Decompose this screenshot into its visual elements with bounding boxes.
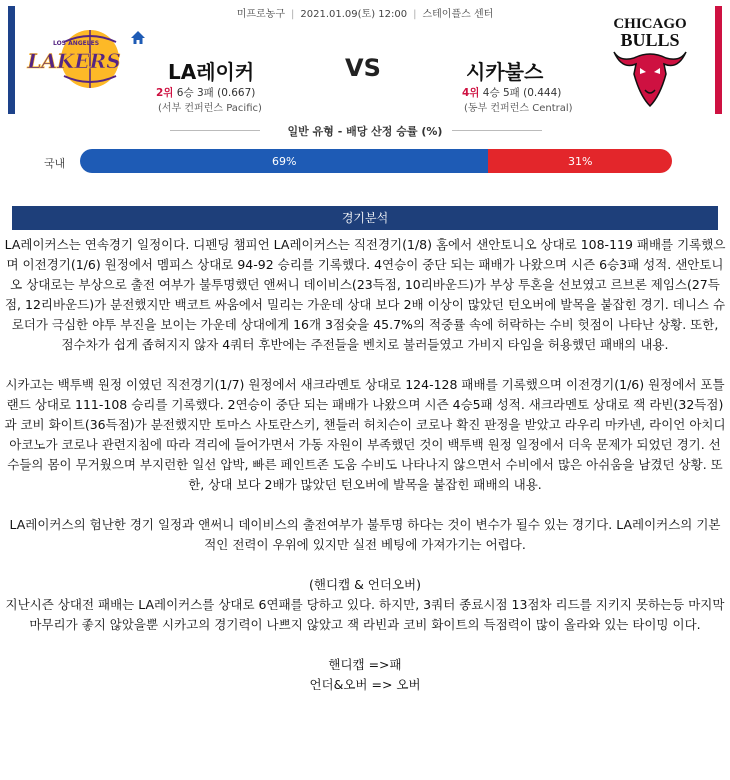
analysis-content bbox=[4, 235, 726, 695]
away-conference: (동부 컨퍼런스 Central) bbox=[464, 103, 573, 114]
away-win-probability: 31% bbox=[488, 149, 672, 173]
away-record-value: 4승 5패 (0.444) bbox=[482, 87, 562, 99]
lakers-logo bbox=[24, 28, 128, 90]
away-accent-bar bbox=[715, 6, 722, 114]
analysis-paragraph-lakers: LA레이커스는 연속경기 일정이다. 디펜딩 챔피언 LA레이커스는 직전경기(1/8) 홈에서 샌안토니오 상대로 108-119 패배를 기록했으며 이전경기(1/6) 원정에서 멤피스 상대로 94-92 승리를 기록했다. 4연승이 중단 되는 패배가 나왔으며 시즌 6승3패 성적. 샌안토니오 상대로는 부상으로 출전 여부가 불투명했던 앤써니 데이비스(23득점, 10리바운드)가 부상 투혼을 선보였고 르브론 제임스(27득점, 12리바운드)가 분전했지만 백코트 싸움에서 밀리는 가운데 상대 보다 2배 이상이 많았던 턴오버에 발목을 붙잡힌 경기. 데니스 슈로더가 극심한 야투 부진을 보이는 가운데 상대에게 16개 3점슛을 45.7%의 적중률 속에 허락하는 수비 헛점이 나타난 상황. 또한, 점수차가 쉽게 좁혀지지 않자 4쿼터 후반에는 주전들을 벤치로 불러들였고 가비지 타임을 허용했던 패배의 내용. bbox=[4, 237, 726, 352]
match-meta: 미프로농구 | 2021.01.09(토) 12:00 | 스테이플스 센터 bbox=[236, 9, 494, 20]
home-team-name: LA레이커 bbox=[168, 60, 255, 84]
vs-label: VS bbox=[345, 54, 381, 82]
analysis-handicap-title: (핸디캡 & 언더오버) bbox=[309, 577, 421, 592]
bulls-logo-text-main: BULLS bbox=[620, 30, 680, 50]
analysis-paragraph-handicap: 지난시즌 상대전 패배는 LA레이커스를 상대로 6연패를 당하고 있다. 하지만, 3쿼터 종료시점 13점차 리드를 지키지 못하는등 마지막 마무리가 좋지 않았을뿐 시카고의 경기력이 나쁘지 않았고 잭 라빈과 코비 화이트의 득점력이 많이 올라와 있는 타이밍 이다. bbox=[5, 597, 725, 632]
bulls-logo bbox=[600, 12, 700, 112]
home-accent-bar bbox=[8, 6, 15, 114]
analysis-paragraph-bulls: 시카고는 백투백 원정 이였던 직전경기(1/7) 원정에서 새크라멘토 상대로 124-128 패배를 기록했으며 이전경기(1/6) 원정에서 포틀랜드 상대로 111-108 승리를 기록했다. 2연승이 중단 되는 패배가 나왔으며 시즌 4승5패 성적. 새크라멘토 상대로 잭 라빈(32득점)과 코비 화이트(36득점)가 분전했지만 토마스 사토란스키, 챈들러 허치슨이 코로나 확진 판정을 받았고 라우리 마카넨, 라이언 아치디아코노가 코로나 관련지침에 따라 격리에 들어가면서 가동 자원이 부족했던 것이 백투백 원정 일정에서 더욱 문제가 되었던 경기. 선수들의 몸이 무거웠으며 부지런한 일선 압박, 빠른 페인트존 도움 수비도 나타나지 않으면서 수비에서 많은 아쉬움을 남겼던 상황. 또한, 상대 보다 2배가 많았던 턴오버에 발목을 붙잡힌 패배의 내용. bbox=[4, 377, 726, 492]
analysis-header: 경기분석 bbox=[12, 206, 718, 230]
away-record bbox=[462, 85, 561, 100]
analysis-paragraph-summary: LA레이커스의 험난한 경기 일정과 앤써니 데이비스의 출전여부가 불투명 하다는 것이 변수가 될수 있는 경기다. LA레이커스의 기본적인 전력이 우위에 있지만 실전 베팅에 가져가기는 어렵다. bbox=[9, 517, 721, 552]
lakers-logo-text: LAKERS bbox=[27, 49, 121, 73]
league-label: 미프로농구 bbox=[236, 9, 286, 20]
home-icon bbox=[130, 30, 146, 46]
home-conference: (서부 컨퍼런스 Pacific) bbox=[158, 103, 262, 114]
pick-over-under: 언더&오버 => 오버 bbox=[309, 677, 421, 692]
venue-label: 스테이플스 센터 bbox=[422, 9, 494, 20]
win-probability-bar bbox=[80, 149, 672, 173]
away-rank: 4위 bbox=[462, 87, 480, 99]
away-team-name: 시카불스 bbox=[466, 60, 544, 84]
lakers-logo-subtext: LOS ANGELES bbox=[52, 40, 100, 47]
home-record bbox=[156, 85, 255, 100]
odds-section-title: 일반 유형 - 배당 산정 승률 (%) bbox=[287, 125, 443, 138]
bulls-logo-text-top: CHICAGO bbox=[613, 16, 687, 32]
pick-handicap: 핸디캡 =>패 bbox=[328, 657, 402, 672]
home-rank: 2위 bbox=[156, 87, 174, 99]
home-win-probability: 69% bbox=[80, 149, 488, 173]
home-record-value: 6승 3패 (0.667) bbox=[176, 87, 256, 99]
match-datetime: 2021.01.09(토) 12:00 bbox=[300, 9, 408, 20]
odds-row-label: 국내 bbox=[44, 157, 66, 170]
divider-right bbox=[452, 130, 542, 131]
